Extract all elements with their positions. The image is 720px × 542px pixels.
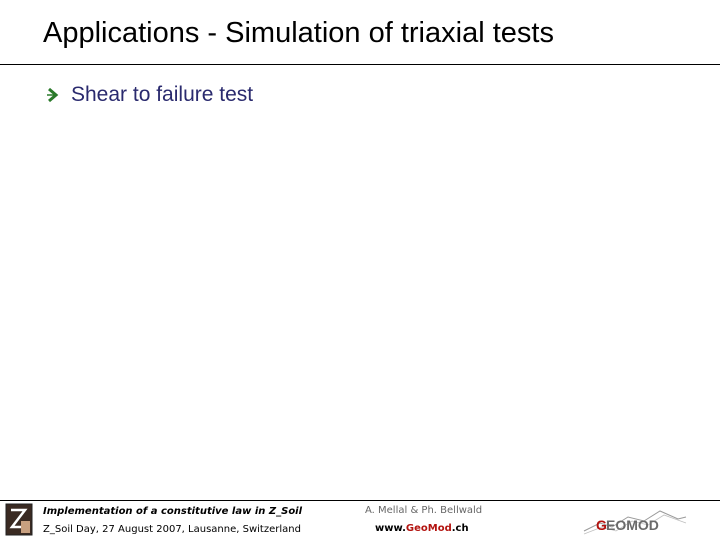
footer-presentation-title: Implementation of a constitutive law in Z_Soil	[43, 506, 303, 517]
footer-website-link[interactable]	[375, 523, 469, 534]
bullet-item	[45, 81, 253, 109]
title-divider	[0, 64, 720, 65]
url-mod: Mod	[427, 523, 452, 534]
svg-text:G: G	[596, 517, 607, 533]
slide-title: Applications - Simulation of triaxial tests	[43, 17, 554, 49]
svg-text:EOMOD: EOMOD	[606, 517, 659, 533]
footer-divider	[0, 500, 720, 501]
arrow-bullet-icon	[45, 86, 63, 104]
bullet-text: Shear to failure test	[71, 83, 254, 106]
url-suffix: .ch	[451, 523, 469, 534]
geomod-logo	[582, 503, 688, 537]
footer-authors: A. Mellal & Ph. Bellwald	[365, 505, 483, 516]
url-prefix: www.	[375, 523, 406, 534]
footer-event-line: Z_Soil Day, 27 August 2007, Lausanne, Switzerland	[43, 524, 301, 535]
url-geo: Geo	[405, 523, 428, 534]
zsoil-logo	[5, 503, 33, 536]
